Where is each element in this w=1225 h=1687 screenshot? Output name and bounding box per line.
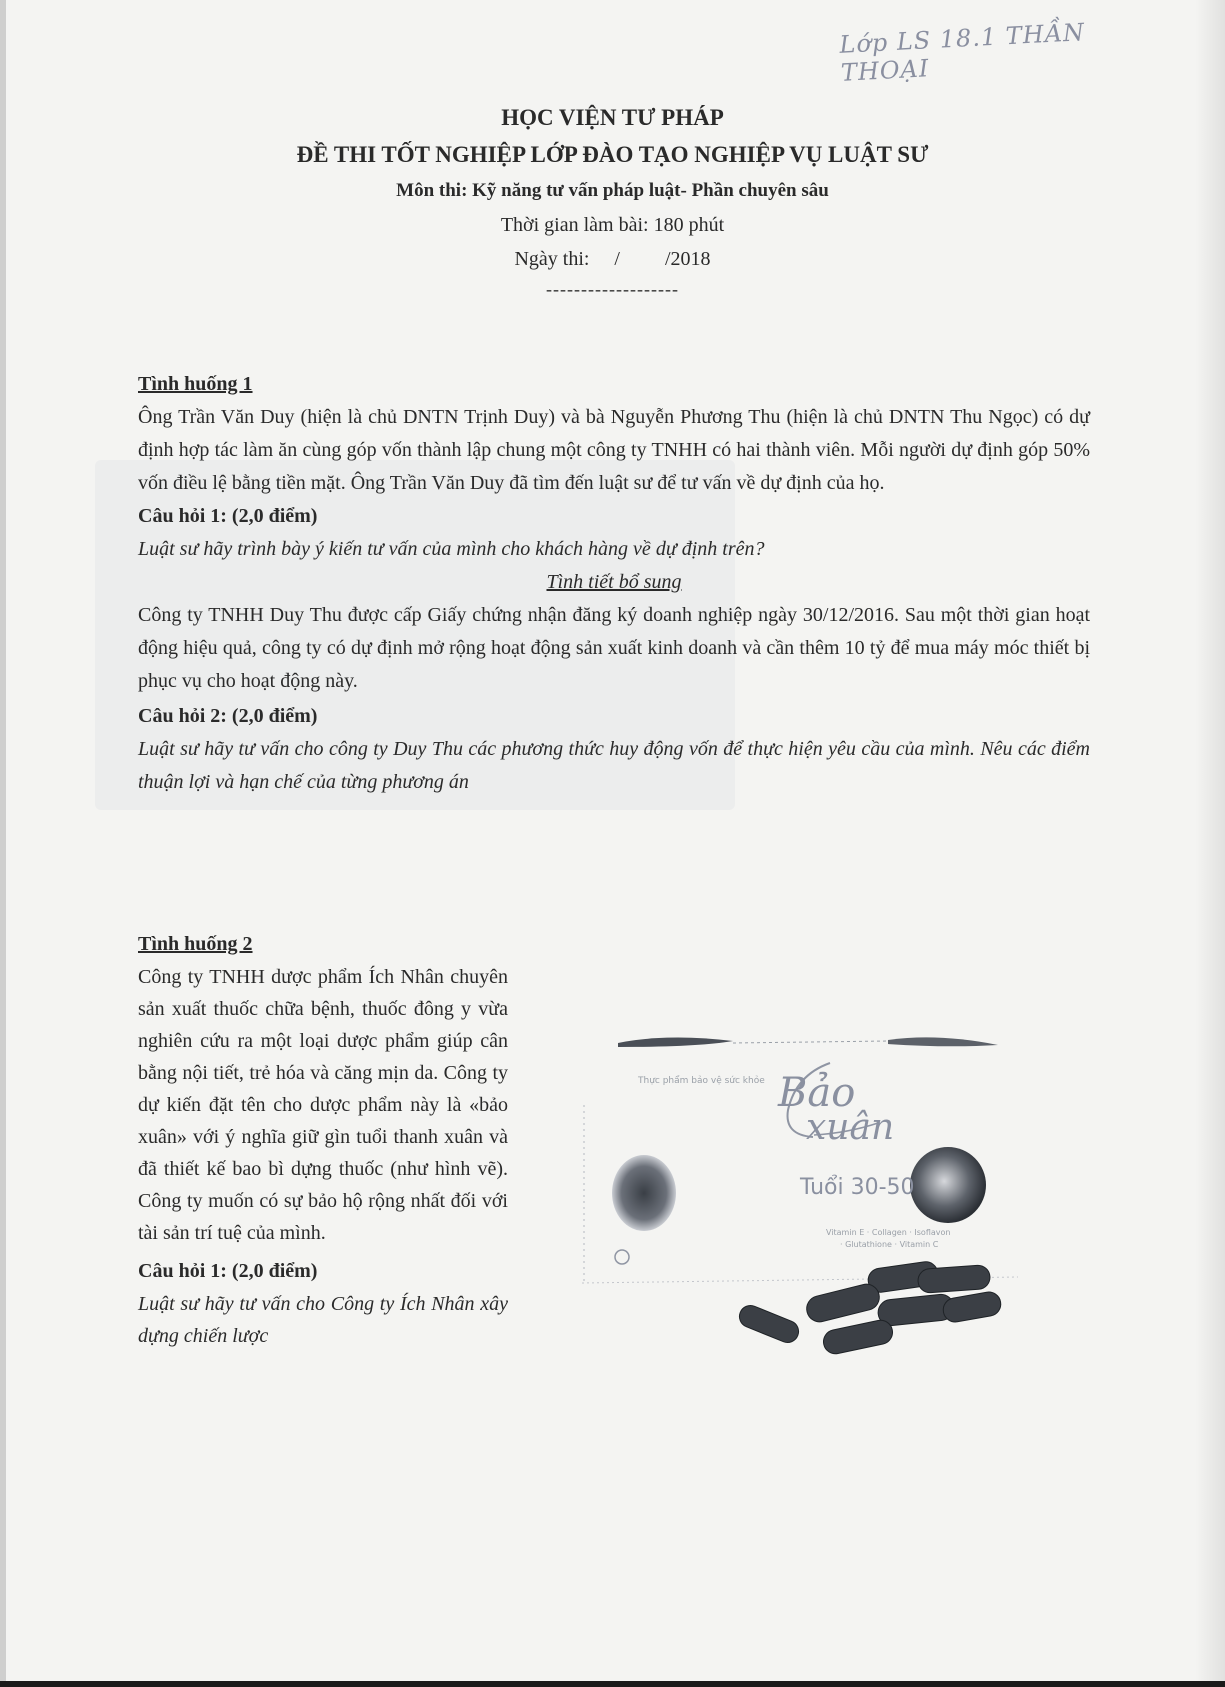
- situation-1-body: Ông Trần Văn Duy (hiện là chủ DNTN Trịnh Duy) và bà Nguyễn Phương Thu (hiện là chủ DNTN Thu Ngọc) có dự định hợp tác làm ăn cùng góp vốn thành lập chung một công ty TNHH có hai thành viên. Mỗi người dự định góp 50% vốn điều lệ bằng tiền mặt. Ông Trần Văn Duy đã tìm đến luật sư để tư vấn về dự định của họ.: [138, 406, 1090, 494]
- age-range-label: Tuổi 30-50: [800, 1175, 915, 1200]
- institution-name: HỌC VIỆN TƯ PHÁP: [501, 105, 724, 130]
- exam-duration: Thời gian làm bài: 180 phút: [500, 214, 725, 236]
- svg-text:· Glutathione · Vitamin C: · Glutathione · Vitamin C: [840, 1240, 939, 1249]
- scan-edge-bottom: [0, 1681, 1225, 1687]
- situation-1-title: Tình huống 1: [138, 373, 253, 395]
- situation-1-question-1-text: Luật sư hãy trình bày ý kiến tư vấn của mình cho khách hàng về dự định trên?: [138, 538, 765, 560]
- exam-title: ĐỀ THI TỐT NGHIỆP LỚP ĐÀO TẠO NGHIỆP VỤ LUẬT SƯ: [296, 142, 929, 167]
- textured-emblem-left: [612, 1155, 676, 1231]
- exam-subject: Môn thi: Kỹ năng tư vấn pháp luật- Phần chuyên sâu: [396, 180, 829, 201]
- situation-1-question-1-label: Câu hỏi 1: (2,0 điểm): [138, 505, 318, 527]
- supplement-title: Tình tiết bổ sung: [546, 571, 682, 593]
- product-packaging-image: [578, 1015, 1018, 1410]
- supplement-body: Công ty TNHH Duy Thu được cấp Giấy chứng nhận đăng ký doanh nghiệp ngày 30/12/2016. Sau một thời gian hoạt động hiệu quả, công ty có dự định mở rộng hoạt động sản xuất kinh doanh và cần thêm 10 tỷ để mua máy móc thiết bị phục vụ cho hoạt động này.: [138, 604, 1090, 692]
- situation-1: [138, 368, 1090, 799]
- exam-date: Ngày thi: / /2018: [514, 248, 711, 270]
- textured-emblem-right: [910, 1147, 986, 1223]
- situation-1-question-2-label: Câu hỏi 2: (2,0 điểm): [138, 705, 318, 727]
- exam-header: [0, 100, 1225, 302]
- situation-2-question-1-label: Câu hỏi 1: (2,0 điểm): [138, 1260, 318, 1282]
- situation-2: [138, 928, 508, 1352]
- handwritten-class-note: Lớp LS 18.1 THẦN THOẠI: [838, 18, 1086, 87]
- situation-2-title: Tình huống 2: [138, 933, 253, 955]
- svg-text:Thực phẩm bảo vệ sức khỏe: Thực phẩm bảo vệ sức khỏe: [638, 1076, 765, 1086]
- header-divider: -------------------: [546, 279, 679, 299]
- situation-2-question-1-text: Luật sư hãy tư vấn cho Công ty Ích Nhân xây dựng chiến lược: [138, 1293, 508, 1347]
- situation-2-body: Công ty TNHH dược phẩm Ích Nhân chuyên sản xuất thuốc chữa bệnh, thuốc đông y vừa nghiên cứu ra một loại dược phẩm giúp cân bằng nội tiết, trẻ hóa và căng mịn da. Công ty dự kiến đặt tên cho dược phẩm này là «bảo xuân» với ý nghĩa giữ gìn tuổi thanh xuân và đã thiết kế bao bì dựng thuốc (như hình vẽ). Công ty muốn có sự bảo hộ rộng nhất đối với tài sản trí tuệ của mình.: [138, 966, 508, 1244]
- brand-name-line2: xuân: [806, 1107, 895, 1148]
- situation-1-question-2-text: Luật sư hãy tư vấn cho công ty Duy Thu các phương thức huy động vốn để thực hiện yêu cầu của mình. Nêu các điểm thuận lợi và hạn chế của từng phương án: [138, 738, 1090, 793]
- svg-text:Vitamin E · Collagen · Isoflav: Vitamin E · Collagen · Isoflavon: [826, 1228, 951, 1237]
- brand-name-line1: Bảo: [778, 1070, 856, 1116]
